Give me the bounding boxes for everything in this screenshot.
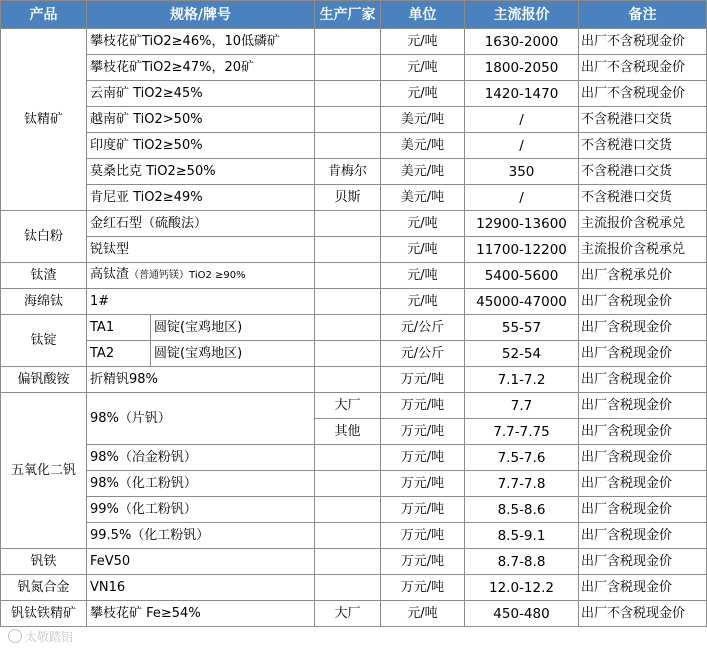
watermark <box>8 628 73 645</box>
note-cell: 出厂含税现金价 <box>579 575 707 601</box>
table-row <box>1 211 707 237</box>
product-cell: 偏钒酸铵 <box>1 367 87 393</box>
header-spec: 规格/牌号 <box>87 1 315 29</box>
table-row <box>1 497 707 523</box>
unit-cell: 元/吨 <box>381 55 465 81</box>
price-cell: / <box>465 133 579 159</box>
unit-cell: 美元/吨 <box>381 107 465 133</box>
spec-main: 高钛渣 <box>90 267 130 282</box>
maker-cell: 肯梅尔 <box>315 159 381 185</box>
unit-cell: 元/吨 <box>381 237 465 263</box>
table-row <box>1 445 707 471</box>
price-cell: 11700-12200 <box>465 237 579 263</box>
spec-cell: 98%（化工粉钒） <box>87 471 315 497</box>
maker-cell <box>315 289 381 315</box>
header-row <box>1 1 707 29</box>
note-cell: 出厂含税现金价 <box>579 549 707 575</box>
maker-cell <box>315 133 381 159</box>
unit-cell: 万元/吨 <box>381 393 465 419</box>
price-cell: 350 <box>465 159 579 185</box>
price-cell: 12900-13600 <box>465 211 579 237</box>
spec-cell: 99.5%（化工粉钒） <box>87 523 315 549</box>
table-row <box>1 133 707 159</box>
note-cell: 出厂不含税现金价 <box>579 29 707 55</box>
spec-cell: 攀枝花矿TiO2≥46%，10低磷矿 <box>87 29 315 55</box>
unit-cell: 万元/吨 <box>381 367 465 393</box>
note-cell: 出厂不含税现金价 <box>579 55 707 81</box>
maker-cell: 大厂 <box>315 393 381 419</box>
maker-cell <box>315 107 381 133</box>
unit-cell: 元/吨 <box>381 289 465 315</box>
unit-cell: 元/吨 <box>381 601 465 627</box>
spec-detail: （普通钙镁）TiO2 ≥90% <box>129 270 246 281</box>
unit-cell: 元/吨 <box>381 263 465 289</box>
note-cell: 不含税港口交货 <box>579 107 707 133</box>
maker-cell <box>315 341 381 367</box>
maker-cell <box>315 471 381 497</box>
table-row <box>1 575 707 601</box>
product-cell: 钛精矿 <box>1 29 87 211</box>
watermark-text: 太敬踏铝 <box>25 630 74 644</box>
note-cell: 出厂含税现金价 <box>579 419 707 445</box>
table-row <box>1 55 707 81</box>
price-cell: 7.7-7.75 <box>465 419 579 445</box>
maker-cell <box>315 549 381 575</box>
spec-cell: 1# <box>87 289 315 315</box>
spec-cell: 攀枝花矿 Fe≥54% <box>87 601 315 627</box>
maker-cell <box>315 315 381 341</box>
note-cell: 出厂含税现金价 <box>579 289 707 315</box>
spec-cell: FeV50 <box>87 549 315 575</box>
table-row <box>1 341 707 367</box>
unit-cell: 元/吨 <box>381 211 465 237</box>
unit-cell: 万元/吨 <box>381 523 465 549</box>
table-row <box>1 367 707 393</box>
unit-cell: 元/公斤 <box>381 341 465 367</box>
note-cell: 出厂含税现金价 <box>579 341 707 367</box>
product-cell: 钒钛铁精矿 <box>1 601 87 627</box>
table-row <box>1 237 707 263</box>
maker-cell <box>315 29 381 55</box>
spec-cell: 印度矿 TiO2≥50% <box>87 133 315 159</box>
maker-cell <box>315 263 381 289</box>
unit-cell: 元/吨 <box>381 81 465 107</box>
unit-cell: 元/吨 <box>381 29 465 55</box>
note-cell: 出厂含税现金价 <box>579 367 707 393</box>
price-cell: 52-54 <box>465 341 579 367</box>
price-cell: 8.7-8.8 <box>465 549 579 575</box>
spec-cell: 98%（冶金粉钒） <box>87 445 315 471</box>
note-cell: 不含税港口交货 <box>579 185 707 211</box>
price-cell: 8.5-8.6 <box>465 497 579 523</box>
note-cell: 不含税港口交货 <box>579 159 707 185</box>
product-cell: 钒氮合金 <box>1 575 87 601</box>
table-row <box>1 393 707 419</box>
note-cell: 出厂不含税现金价 <box>579 601 707 627</box>
note-cell: 出厂含税现金价 <box>579 497 707 523</box>
note-cell: 出厂含税现金价 <box>579 471 707 497</box>
note-cell: 主流报价含税承兑 <box>579 237 707 263</box>
price-cell: 7.5-7.6 <box>465 445 579 471</box>
price-cell: 1630-2000 <box>465 29 579 55</box>
price-cell: 8.5-9.1 <box>465 523 579 549</box>
product-cell: 钛渣 <box>1 263 87 289</box>
table-row <box>1 107 707 133</box>
price-cell: 450-480 <box>465 601 579 627</box>
spec-cell: 金红石型（硫酸法） <box>87 211 315 237</box>
grade-cell: TA1 <box>87 315 151 341</box>
unit-cell: 万元/吨 <box>381 549 465 575</box>
note-cell: 主流报价含税承兑 <box>579 211 707 237</box>
table-row <box>1 263 707 289</box>
note-cell: 出厂含税承兑价 <box>579 263 707 289</box>
unit-cell: 万元/吨 <box>381 497 465 523</box>
unit-cell: 美元/吨 <box>381 133 465 159</box>
spec-cell <box>87 263 315 289</box>
product-cell: 钛白粉 <box>1 211 87 263</box>
price-cell: 55-57 <box>465 315 579 341</box>
note-cell: 出厂含税现金价 <box>579 445 707 471</box>
product-cell: 钒铁 <box>1 549 87 575</box>
maker-cell <box>315 55 381 81</box>
spec-cell: 越南矿 TiO2>50% <box>87 107 315 133</box>
spec-cell: 肯尼亚 TiO2≥49% <box>87 185 315 211</box>
spec-cell: VN16 <box>87 575 315 601</box>
price-cell: 5400-5600 <box>465 263 579 289</box>
table-row <box>1 81 707 107</box>
spec-cell: 攀枝花矿TiO2≥47%，20矿 <box>87 55 315 81</box>
table-row <box>1 549 707 575</box>
spec-cell: 圆锭(宝鸡地区) <box>151 341 315 367</box>
price-cell: 7.1-7.2 <box>465 367 579 393</box>
spec-cell: 99%（化工粉钒） <box>87 497 315 523</box>
note-cell: 出厂含税现金价 <box>579 523 707 549</box>
spec-cell: 折精钒98% <box>87 367 315 393</box>
price-cell: 7.7-7.8 <box>465 471 579 497</box>
table-row <box>1 159 707 185</box>
price-cell: 1800-2050 <box>465 55 579 81</box>
table-row <box>1 29 707 55</box>
maker-cell <box>315 211 381 237</box>
maker-cell <box>315 523 381 549</box>
unit-cell: 万元/吨 <box>381 445 465 471</box>
maker-cell <box>315 575 381 601</box>
maker-cell <box>315 497 381 523</box>
spec-cell: 莫桑比克 TiO2≥50% <box>87 159 315 185</box>
table-row <box>1 185 707 211</box>
maker-cell <box>315 445 381 471</box>
product-cell: 海绵钛 <box>1 289 87 315</box>
maker-cell: 其他 <box>315 419 381 445</box>
table-row <box>1 471 707 497</box>
price-cell: 12.0-12.2 <box>465 575 579 601</box>
maker-cell <box>315 81 381 107</box>
spec-cell: 锐钛型 <box>87 237 315 263</box>
table-row <box>1 315 707 341</box>
price-cell: / <box>465 107 579 133</box>
spec-cell: 98%（片钒） <box>87 393 315 445</box>
maker-cell <box>315 237 381 263</box>
product-cell: 钛锭 <box>1 315 87 367</box>
unit-cell: 美元/吨 <box>381 159 465 185</box>
spec-cell: 云南矿 TiO2≥45% <box>87 81 315 107</box>
unit-cell: 美元/吨 <box>381 185 465 211</box>
unit-cell: 元/公斤 <box>381 315 465 341</box>
price-cell: 7.7 <box>465 393 579 419</box>
maker-cell: 大厂 <box>315 601 381 627</box>
price-cell: 1420-1470 <box>465 81 579 107</box>
table-row <box>1 289 707 315</box>
note-cell: 不含税港口交货 <box>579 133 707 159</box>
header-unit: 单位 <box>381 1 465 29</box>
unit-cell: 万元/吨 <box>381 419 465 445</box>
header-maker: 生产厂家 <box>315 1 381 29</box>
note-cell: 出厂含税现金价 <box>579 315 707 341</box>
table-row <box>1 601 707 627</box>
header-product: 产品 <box>1 1 87 29</box>
unit-cell: 万元/吨 <box>381 471 465 497</box>
spec-cell: 圆锭(宝鸡地区) <box>151 315 315 341</box>
watermark-logo-icon <box>8 629 22 643</box>
note-cell: 出厂不含税现金价 <box>579 81 707 107</box>
product-cell: 五氧化二钒 <box>1 393 87 549</box>
unit-cell: 万元/吨 <box>381 575 465 601</box>
header-note: 备注 <box>579 1 707 29</box>
price-cell: / <box>465 185 579 211</box>
note-cell: 出厂含税现金价 <box>579 393 707 419</box>
maker-cell <box>315 367 381 393</box>
grade-cell: TA2 <box>87 341 151 367</box>
maker-cell: 贝斯 <box>315 185 381 211</box>
table-row <box>1 523 707 549</box>
header-price: 主流报价 <box>465 1 579 29</box>
price-cell: 45000-47000 <box>465 289 579 315</box>
